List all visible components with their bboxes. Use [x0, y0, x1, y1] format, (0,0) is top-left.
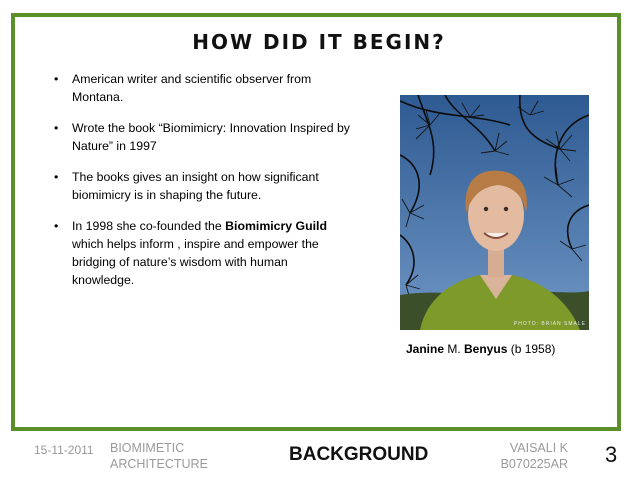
bullet-dot: •	[54, 121, 59, 135]
caption-years: (b 1958)	[507, 342, 556, 356]
bullet-dot: •	[54, 219, 59, 233]
bullet-item	[52, 217, 352, 289]
right-eye	[504, 207, 508, 211]
caption-last-name: Benyus	[464, 342, 508, 356]
neck-skin	[488, 247, 504, 277]
bullet-text: The books gives an insight on how significant biomimicry is in shaping the future.	[72, 170, 319, 202]
footer-date: 15-11-2011	[34, 443, 94, 457]
bullet-item	[52, 119, 352, 155]
caption-first-name: Janine	[406, 342, 445, 356]
page-number: 3	[605, 442, 618, 467]
caption-middle: M.	[444, 342, 465, 356]
bullet-item	[52, 70, 352, 106]
bullet-text: American writer and scientific observer from Montana.	[72, 72, 312, 104]
bullet-text-bold: Biomimicry Guild	[225, 219, 327, 233]
footer-author	[501, 440, 568, 472]
bullet-list	[52, 70, 352, 302]
bullet-dot: •	[54, 72, 59, 86]
left-eye	[484, 207, 488, 211]
footer-author-name: VAISALI K	[509, 441, 568, 455]
slide-title: HOW DID IT BEGIN?	[192, 30, 446, 54]
portrait-photo	[400, 95, 589, 330]
bullet-text: Wrote the book “Biomimicry: Innovation Inspired by Nature” in 1997	[72, 121, 350, 153]
bullet-item	[52, 168, 352, 204]
footer-course	[110, 440, 208, 472]
bullet-dot: •	[54, 170, 59, 184]
photo-caption	[406, 342, 555, 356]
photo-credit: PHOTO: BRIAN SMALE	[513, 321, 586, 327]
footer-course-line1: BIOMIMETIC	[110, 441, 185, 455]
footer-author-id: B070225AR	[500, 457, 568, 471]
footer-section-title: BACKGROUND	[289, 444, 429, 465]
bullet-text-pre: In 1998 she co-founded the	[72, 219, 226, 233]
bullet-text-post: which helps inform , inspire and empower the bridging of nature’s wisdom with human knowledge.	[72, 237, 319, 287]
portrait-illustration	[400, 95, 589, 330]
footer-course-line2: ARCHITECTURE	[110, 457, 208, 471]
